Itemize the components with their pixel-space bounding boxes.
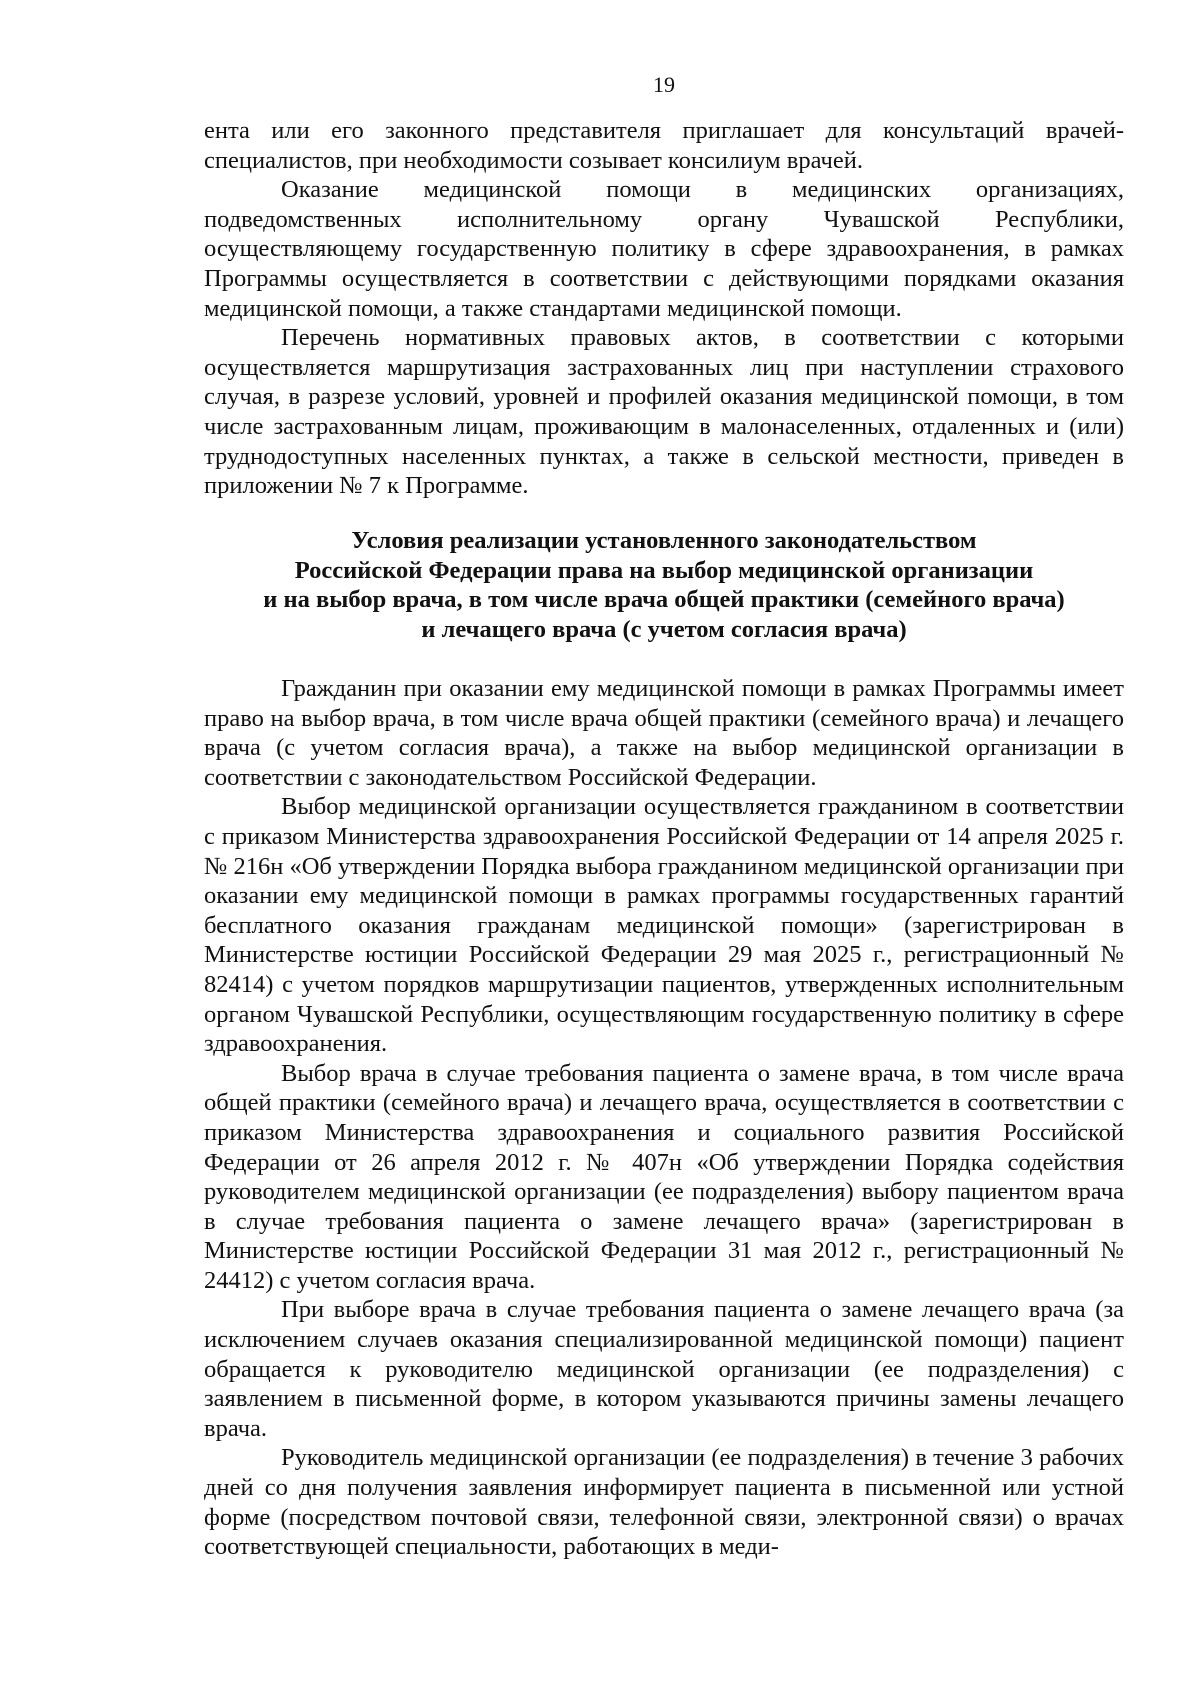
text-block-intro (204, 116, 1124, 501)
heading-line: и лечащего врача (с учетом согласия врача) (421, 615, 907, 643)
heading-line: и на выбор врача, в том числе врача общей практики (семейного врача) (263, 586, 1065, 614)
paragraph: Руководитель медицинской организации (ее подразделения) в течение 3 рабочих дней со дня получения заявления информирует пациента в письменной или устной форме (посредством почтовой связи, телефонной связи, электронной связи) о врачах соответствующей специальности, работающих в меди- (204, 1444, 1124, 1561)
paragraph: ента или его законного представителя приглашает для консультаций врачей-специалистов, при необходимости созывает консилиум врачей. (204, 117, 1124, 174)
paragraph: Выбор врача в случае требования пациента о замене врача, в том числе врача общей практики (семейного врача) и лечащего врача, осуществляется в соответствии с приказом Министерства здравоохранения и социального развития Российской Федерации от 26 апреля 2012 г. № 407н «Об утверждении Порядка содействия руководителем медицинской организации (ее подразделения) выбору пациентом врача в случае требования пациента о замене лечащего врача» (зарегистрирован в Министерстве юстиции Российской Федерации 31 мая 2012 г., регистрационный № 24412) с учетом согласия врача. (204, 1059, 1124, 1294)
paragraph: Гражданин при оказании ему медицинской помощи в рамках Программы имеет право на выбор врача, в том числе врача общей практики (семейного врача) и лечащего врача (с учетом согласия врача), а также на выбор медицинской организации в соответствии с законодательством Российской Федерации. (204, 675, 1124, 791)
paragraph: Оказание медицинской помощи в медицинских организациях, подведомственных исполнительному органу Чувашской Республики, осуществляющему государственную политику в сфере здравоохранения, в рамках Программы осуществляется в соответствии с действующими порядками оказания медицинской помощи, а также стандартами медицинской помощи. (204, 176, 1124, 322)
paragraph: Выбор медицинской организации осуществляется гражданином в соответствии с приказом Министерства здравоохранения Российской Федерации от 14 апреля 2025 г. № 216н «Об утверждении Порядка выбора гражданином медицинской организации при оказании ему медицинской помощи в рамках программы государственных гарантий бесплатного оказания гражданам медицинской помощи» (зарегистрирован в Министерстве юстиции Российской Федерации 29 мая 2025 г., регистрационный № 82414) с учетом порядков маршрутизации пациентов, утвержденных исполнительным органом Чувашской Республики, осуществляющим государственную политику в сфере здравоохранения. (204, 793, 1125, 1058)
paragraph: При выборе врача в случае требования пациента о замене лечащего врача (за исключением случаев оказания специализированной медицинской помощи) пациент обращается к руководителю медицинской организации (ее подразделения) с заявлением в письменной форме, в котором указываются причины замены лечащего врача. (204, 1296, 1124, 1442)
heading-line: Условия реализации установленного законодательством (351, 527, 977, 554)
page-number: 19 (653, 72, 675, 97)
paragraph: Перечень нормативных правовых актов, в соответствии с которыми осуществляется маршрутизация застрахованных лиц при наступлении страхового случая, в разрезе условий, уровней и профилей оказания медицинской помощи, в том числе застрахованным лицам, проживающим в малонаселенных, отдаленных и (или) труднодоступных населенных пунктах, а также в сельской местности, приведен в приложении № 7 к Программе. (204, 324, 1124, 500)
section-heading (204, 526, 1124, 644)
text-block-section (204, 674, 1124, 1562)
heading-line: Российской Федерации права на выбор медицинской организации (294, 556, 1034, 584)
